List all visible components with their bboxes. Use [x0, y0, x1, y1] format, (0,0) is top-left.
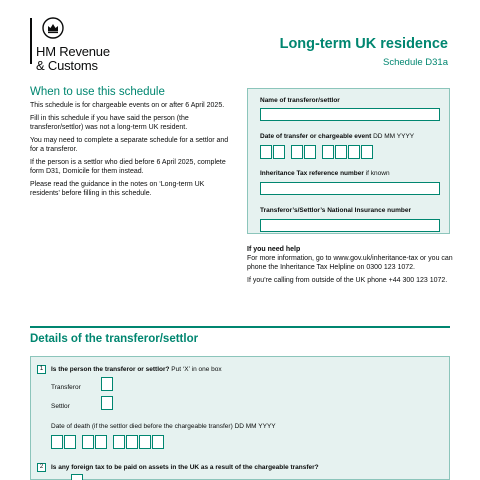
logo-text-line2: & Customs: [36, 58, 98, 73]
date-digit-box[interactable]: [64, 435, 76, 449]
date-of-death-field: [51, 435, 170, 449]
crest-icon: [40, 16, 66, 40]
settlor-checkbox[interactable]: [101, 396, 113, 410]
date-digit-box[interactable]: [322, 145, 334, 159]
question-2-checkbox[interactable]: [71, 474, 83, 480]
help-heading: If you need help: [247, 246, 301, 253]
name-label: Name of transferor/settlor: [260, 97, 340, 104]
how-to-use-paragraph: This schedule is for chargeable events on or after 6 April 2025.: [30, 102, 225, 109]
question-1-label: Is the person the transferor or settlor?: [51, 366, 170, 373]
option-transferor-label: Transferor: [51, 384, 81, 391]
date-digit-box[interactable]: [82, 435, 94, 449]
date-label: [260, 133, 414, 140]
date-format-hint: DD MM YYYY: [373, 133, 415, 140]
date-digit-box[interactable]: [113, 435, 125, 449]
date-of-transfer-field: [260, 145, 379, 159]
iht-reference-label-text: Inheritance Tax reference number: [260, 170, 364, 177]
how-to-use-paragraph: Fill in this schedule if you have said the person (the transferor/settlor) was not a long-term UK resident.: [30, 115, 189, 131]
date-digit-box[interactable]: [348, 145, 360, 159]
question-1-hint: Put ‘X’ in one box: [171, 366, 222, 373]
option-settlor-label: Settlor: [51, 403, 70, 410]
date-digit-box[interactable]: [291, 145, 303, 159]
date-digit-box[interactable]: [361, 145, 373, 159]
how-to-use-paragraph: Please read the guidance in the notes on ‘Long-term UK residents’ before filling in this schedule.: [30, 181, 205, 197]
how-to-use-paragraph: You may need to complete a separate schedule for a settlor and for a transferor.: [30, 137, 229, 153]
logo-text-line1: HM Revenue: [36, 44, 110, 59]
date-label-text: Date of transfer or chargeable event: [260, 133, 372, 140]
date-of-death-format-hint: DD MM YYYY: [234, 423, 276, 430]
transferor-checkbox[interactable]: [101, 377, 113, 391]
form-subtitle: Schedule D31a: [383, 57, 448, 68]
form-title: Long-term UK residence: [279, 36, 448, 52]
taxpayer-details-panel: [247, 88, 450, 234]
iht-reference-field[interactable]: [260, 182, 440, 195]
question-1-text: [51, 366, 222, 373]
date-of-death-label: [51, 423, 276, 430]
help-text: For more information, go to www.gov.uk/inheritance-tax or you can phone the Inheritance Tax Helpline on 0300 123 1072.: [247, 255, 453, 271]
questions-panel: [30, 356, 450, 480]
section-divider: [30, 326, 450, 328]
name-field[interactable]: [260, 108, 440, 121]
iht-reference-hint: if known: [365, 170, 390, 177]
section-title: Details of the transferor/settlor: [30, 333, 199, 345]
logo-rule: [30, 18, 32, 64]
date-digit-box[interactable]: [273, 145, 285, 159]
iht-reference-label: [260, 170, 390, 177]
date-digit-box[interactable]: [95, 435, 107, 449]
how-to-use-body: [30, 101, 230, 202]
help-section: [247, 245, 457, 289]
question-number: 1: [37, 365, 46, 374]
how-to-use-paragraph: If the person is a settlor who died before 6 April 2025, complete form D31, Domicile for them instead.: [30, 159, 226, 175]
question-number: 2: [37, 463, 46, 472]
date-digit-box[interactable]: [51, 435, 63, 449]
nino-field[interactable]: [260, 219, 440, 232]
question-2-text: Is any foreign tax to be paid on assets in the UK as a result of the chargeable transfer?: [51, 464, 319, 471]
how-to-use-heading: When to use this schedule: [30, 86, 165, 98]
help-text: If you’re calling from outside of the UK phone +44 300 123 1072.: [247, 277, 448, 284]
date-digit-box[interactable]: [139, 435, 151, 449]
date-of-death-label-text: Date of death (if the settlor died before the chargeable transfer): [51, 423, 233, 430]
date-digit-box[interactable]: [152, 435, 164, 449]
date-digit-box[interactable]: [126, 435, 138, 449]
date-digit-box[interactable]: [304, 145, 316, 159]
nino-label: Transferor’s/Settlor’s National Insurance number: [260, 207, 411, 214]
date-digit-box[interactable]: [335, 145, 347, 159]
hmrc-logo: [36, 16, 146, 73]
date-digit-box[interactable]: [260, 145, 272, 159]
